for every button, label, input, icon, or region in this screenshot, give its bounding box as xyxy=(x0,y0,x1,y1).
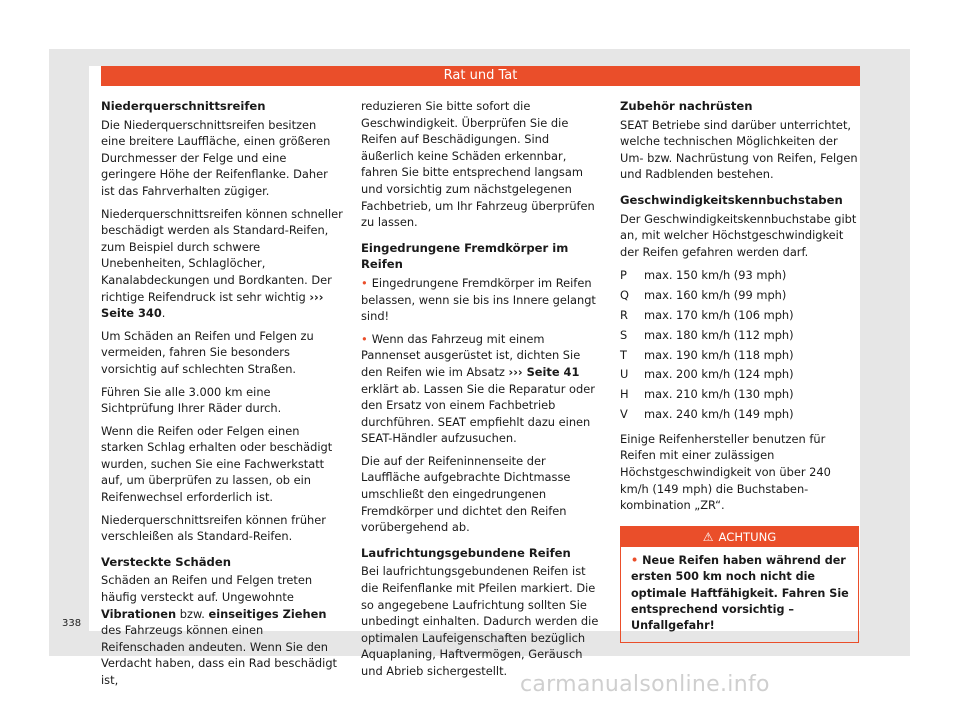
heading-niederquerschnittsreifen: Niederquerschnittsreifen xyxy=(101,99,266,113)
speed-table xyxy=(620,266,863,424)
paragraph: Niederquerschnittsreifen können früher verschleißen als Standard-Reifen. xyxy=(101,512,326,544)
column-1 xyxy=(101,98,344,695)
bullet-item: • Eingedrungene Fremdkörper im Reifen belassen, wenn sie bis ins Innere gelangt sind! xyxy=(361,275,604,325)
speed-row: Q max. 160 km/h (99 mph) xyxy=(620,288,787,303)
bullet-item: • Wenn das Fahrzeug mit einem Pannenset ausgerüstet ist, dichten Sie den Reifen wie im Absatz ››› Seite 41 erklärt ab. Lassen Sie die Reparatur oder den Ersatz von einem Fachbetrieb durchführen. SEAT empfiehlt dazu einen SEAT-Händler aufzusuchen. xyxy=(361,331,604,447)
page-number: 338 xyxy=(62,618,82,629)
paragraph: Die auf der Reifeninnenseite der Lauffläche aufgebrachte Dichtmasse umschließt den eingedrungenen Fremdkörper und dichtet den Reifen vorübergehend ab. xyxy=(361,453,571,535)
paragraph: Wenn die Reifen oder Felgen einen starken Schlag erhalten oder beschädigt wurden, suchen Sie eine Fachwerkstatt auf, um überprüfen zu lassen, ob ein Reifenwechsel erforderlich ist. xyxy=(101,423,333,505)
warning-box xyxy=(620,526,859,643)
speed-row: V max. 240 km/h (149 mph) xyxy=(620,406,794,421)
warning-triangle-icon: ⚠ xyxy=(702,529,714,544)
paragraph: Die Niederquerschnittsreifen besitzen eine breitere Lauffläche, einen größeren Durchmesser der Felge und eine geringere Höhe der Reifenflanke. Daher ist das Fahrverhalten zügiger. xyxy=(101,117,331,198)
heading-zubehoer: Zubehör nachrüsten xyxy=(620,99,753,113)
paragraph: Schäden an Reifen und Felgen treten häufig versteckt auf. Ungewohnte Vibrationen bzw. einseitiges Ziehen des Fahrzeugs können einen Reifenschaden andeuten. Wenn Sie den Verdacht haben, dass ein Rad beschädigt ist, xyxy=(101,573,338,687)
heading-fremdkoerper: Eingedrungene Fremdkörper im Reifen xyxy=(361,240,569,272)
speed-row: R max. 170 km/h (106 mph) xyxy=(620,307,794,322)
paragraph: reduzieren Sie bitte sofort die Geschwindigkeit. Überprüfen Sie die Reifen auf Beschädigungen. Sind äußerlich keine Schäden erkennbar, fahren Sie bitte entsprechend langsam und vorsichtig zum nächstgelegenen Fachbetrieb, um Ihr Fahrzeug überprüfen zu lassen. xyxy=(361,99,595,230)
heading-geschwindigkeit: Geschwindigkeitskennbuchstaben xyxy=(620,192,843,207)
page-reference-link[interactable]: ››› Seite 340 xyxy=(101,289,324,321)
paragraph: Bei laufrichtungsgebundenen Reifen ist die Reifenflanke mit Pfeilen markiert. Die so angegebene Laufrichtung sollten Sie unbedingt einhalten. Dadurch werden die optimalen Laufeigenschaften bezüglich Aquaplaning, Haftvermögen, Geräusch und Abrieb sichergestellt. xyxy=(361,564,599,678)
speed-row: U max. 200 km/h (124 mph) xyxy=(620,367,794,382)
warning-header: ⚠ ACHTUNG xyxy=(621,527,858,547)
speed-row: P max. 150 km/h (93 mph) xyxy=(620,268,787,283)
paragraph: SEAT Betriebe sind darüber unterrichtet, welche technischen Möglichkeiten der Um- bzw. Nachrüstung von Reifen, Felgen und Radblenden bestehen. xyxy=(620,117,858,182)
paragraph: Niederquerschnittsreifen können schneller beschädigt werden als Standard-Reifen, zum Beispiel durch schwere Unebenheiten, Schlaglöcher, Kanalabdeckungen und Bordkanten. Der richtige Reifendruck ist sehr wichtig ››› Seite 340. xyxy=(101,206,343,321)
heading-laufrichtung: Laufrichtungsgebundene Reifen xyxy=(361,545,571,560)
column-2 xyxy=(361,98,604,686)
page-reference-link[interactable]: ››› Seite 41 xyxy=(508,364,580,379)
warning-text: • Neue Reifen haben während der ersten 500 km noch nicht die optimale Haftfähigkeit. Fahren Sie entsprechend vorsichtig – Unfallgefahr! xyxy=(621,547,858,642)
paragraph: Führen Sie alle 3.000 km eine Sichtprüfung Ihrer Räder durch. xyxy=(101,384,282,416)
paragraph: Um Schäden an Reifen und Felgen zu vermeiden, fahren Sie besonders vorsichtig auf schlechten Straßen. xyxy=(101,328,314,376)
paragraph: Einige Reifenhersteller benutzen für Reifen mit einer zulässigen Höchstgeschwindigkeit von über 240 km/h (149 mph) die Buchstabenkombination „ZR“. xyxy=(620,431,831,513)
speed-row: S max. 180 km/h (112 mph) xyxy=(620,327,794,342)
paragraph: Der Geschwindigkeitskennbuchstabe gibt an, mit welcher Höchstgeschwindigkeit der Reifen gefahren werden darf. xyxy=(620,211,857,259)
section-header: Rat und Tat xyxy=(101,66,860,86)
watermark: carmanualsonline.info xyxy=(520,672,770,697)
speed-row: T max. 190 km/h (118 mph) xyxy=(620,347,794,362)
heading-versteckte-schaeden: Versteckte Schäden xyxy=(101,554,231,569)
speed-row: H max. 210 km/h (130 mph) xyxy=(620,387,794,402)
column-3 xyxy=(620,98,863,643)
